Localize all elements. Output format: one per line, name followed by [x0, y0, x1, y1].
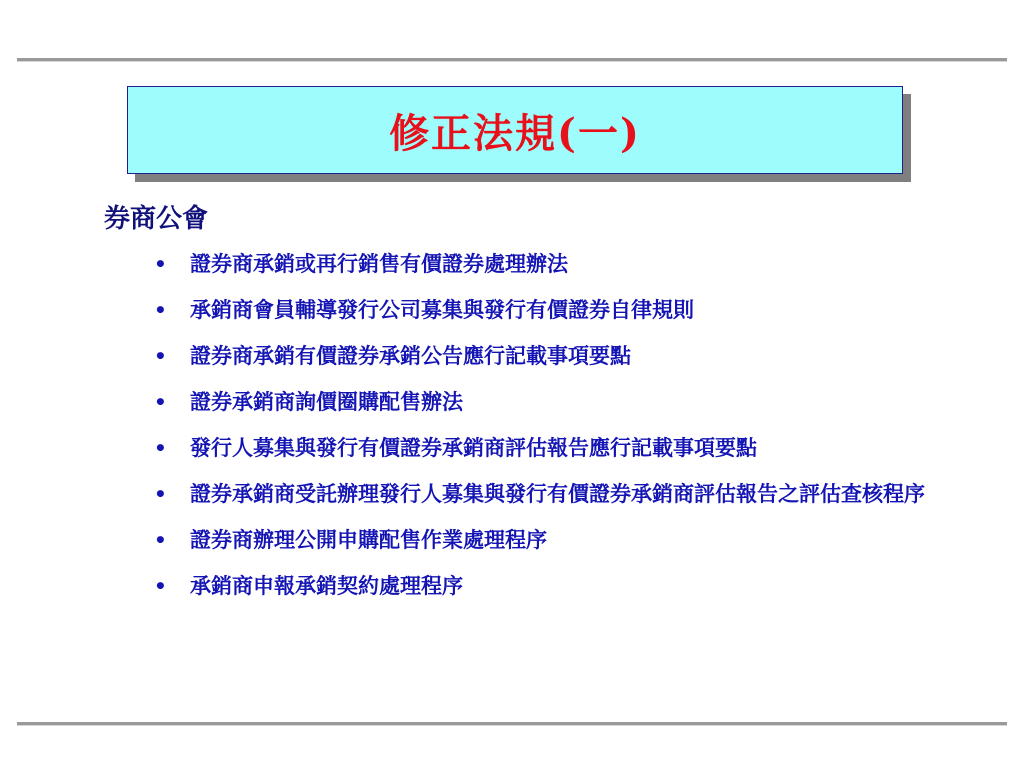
list-item: [150, 476, 970, 512]
list-item: [150, 384, 970, 420]
list-item: [150, 338, 970, 374]
list-item-text: 證券商承銷有價證券承銷公告應行記載事項要點: [190, 343, 631, 368]
list-item: [150, 430, 970, 466]
list-item-text: 證券承銷商詢價圈購配售辦法: [190, 389, 463, 414]
bottom-divider: [17, 722, 1007, 726]
list-item-text: 證券商承銷或再行銷售有價證券處理辦法: [190, 251, 568, 276]
bullet-icon: •: [154, 528, 167, 552]
section-heading: 券商公會: [104, 204, 209, 234]
title-box: [127, 86, 903, 174]
bullet-icon: •: [154, 390, 167, 414]
bullet-icon: •: [154, 482, 167, 506]
bullet-icon: •: [154, 436, 167, 460]
bullet-icon: •: [154, 344, 167, 368]
list-item: [150, 522, 970, 558]
list-item-text: 發行人募集與發行有價證券承銷商評估報告應行記載事項要點: [190, 435, 757, 460]
list-item: [150, 292, 970, 328]
top-divider: [17, 58, 1007, 62]
list-item: [150, 246, 970, 282]
list-item-text: 證券承銷商受託辦理發行人募集與發行有價證券承銷商評估報告之評估查核程序: [190, 481, 925, 506]
slide-title: 修正法規(一): [389, 109, 641, 157]
list-item-text: 承銷商申報承銷契約處理程序: [190, 573, 463, 598]
bullet-icon: •: [154, 252, 167, 276]
list-item-text: 承銷商會員輔導發行公司募集與發行有價證券自律規則: [190, 297, 694, 322]
list-item: [150, 568, 970, 604]
bullet-icon: •: [154, 298, 167, 322]
bullet-icon: •: [154, 574, 167, 598]
list-item-text: 證券商辦理公開申購配售作業處理程序: [190, 527, 547, 552]
bullet-list: [150, 246, 970, 614]
